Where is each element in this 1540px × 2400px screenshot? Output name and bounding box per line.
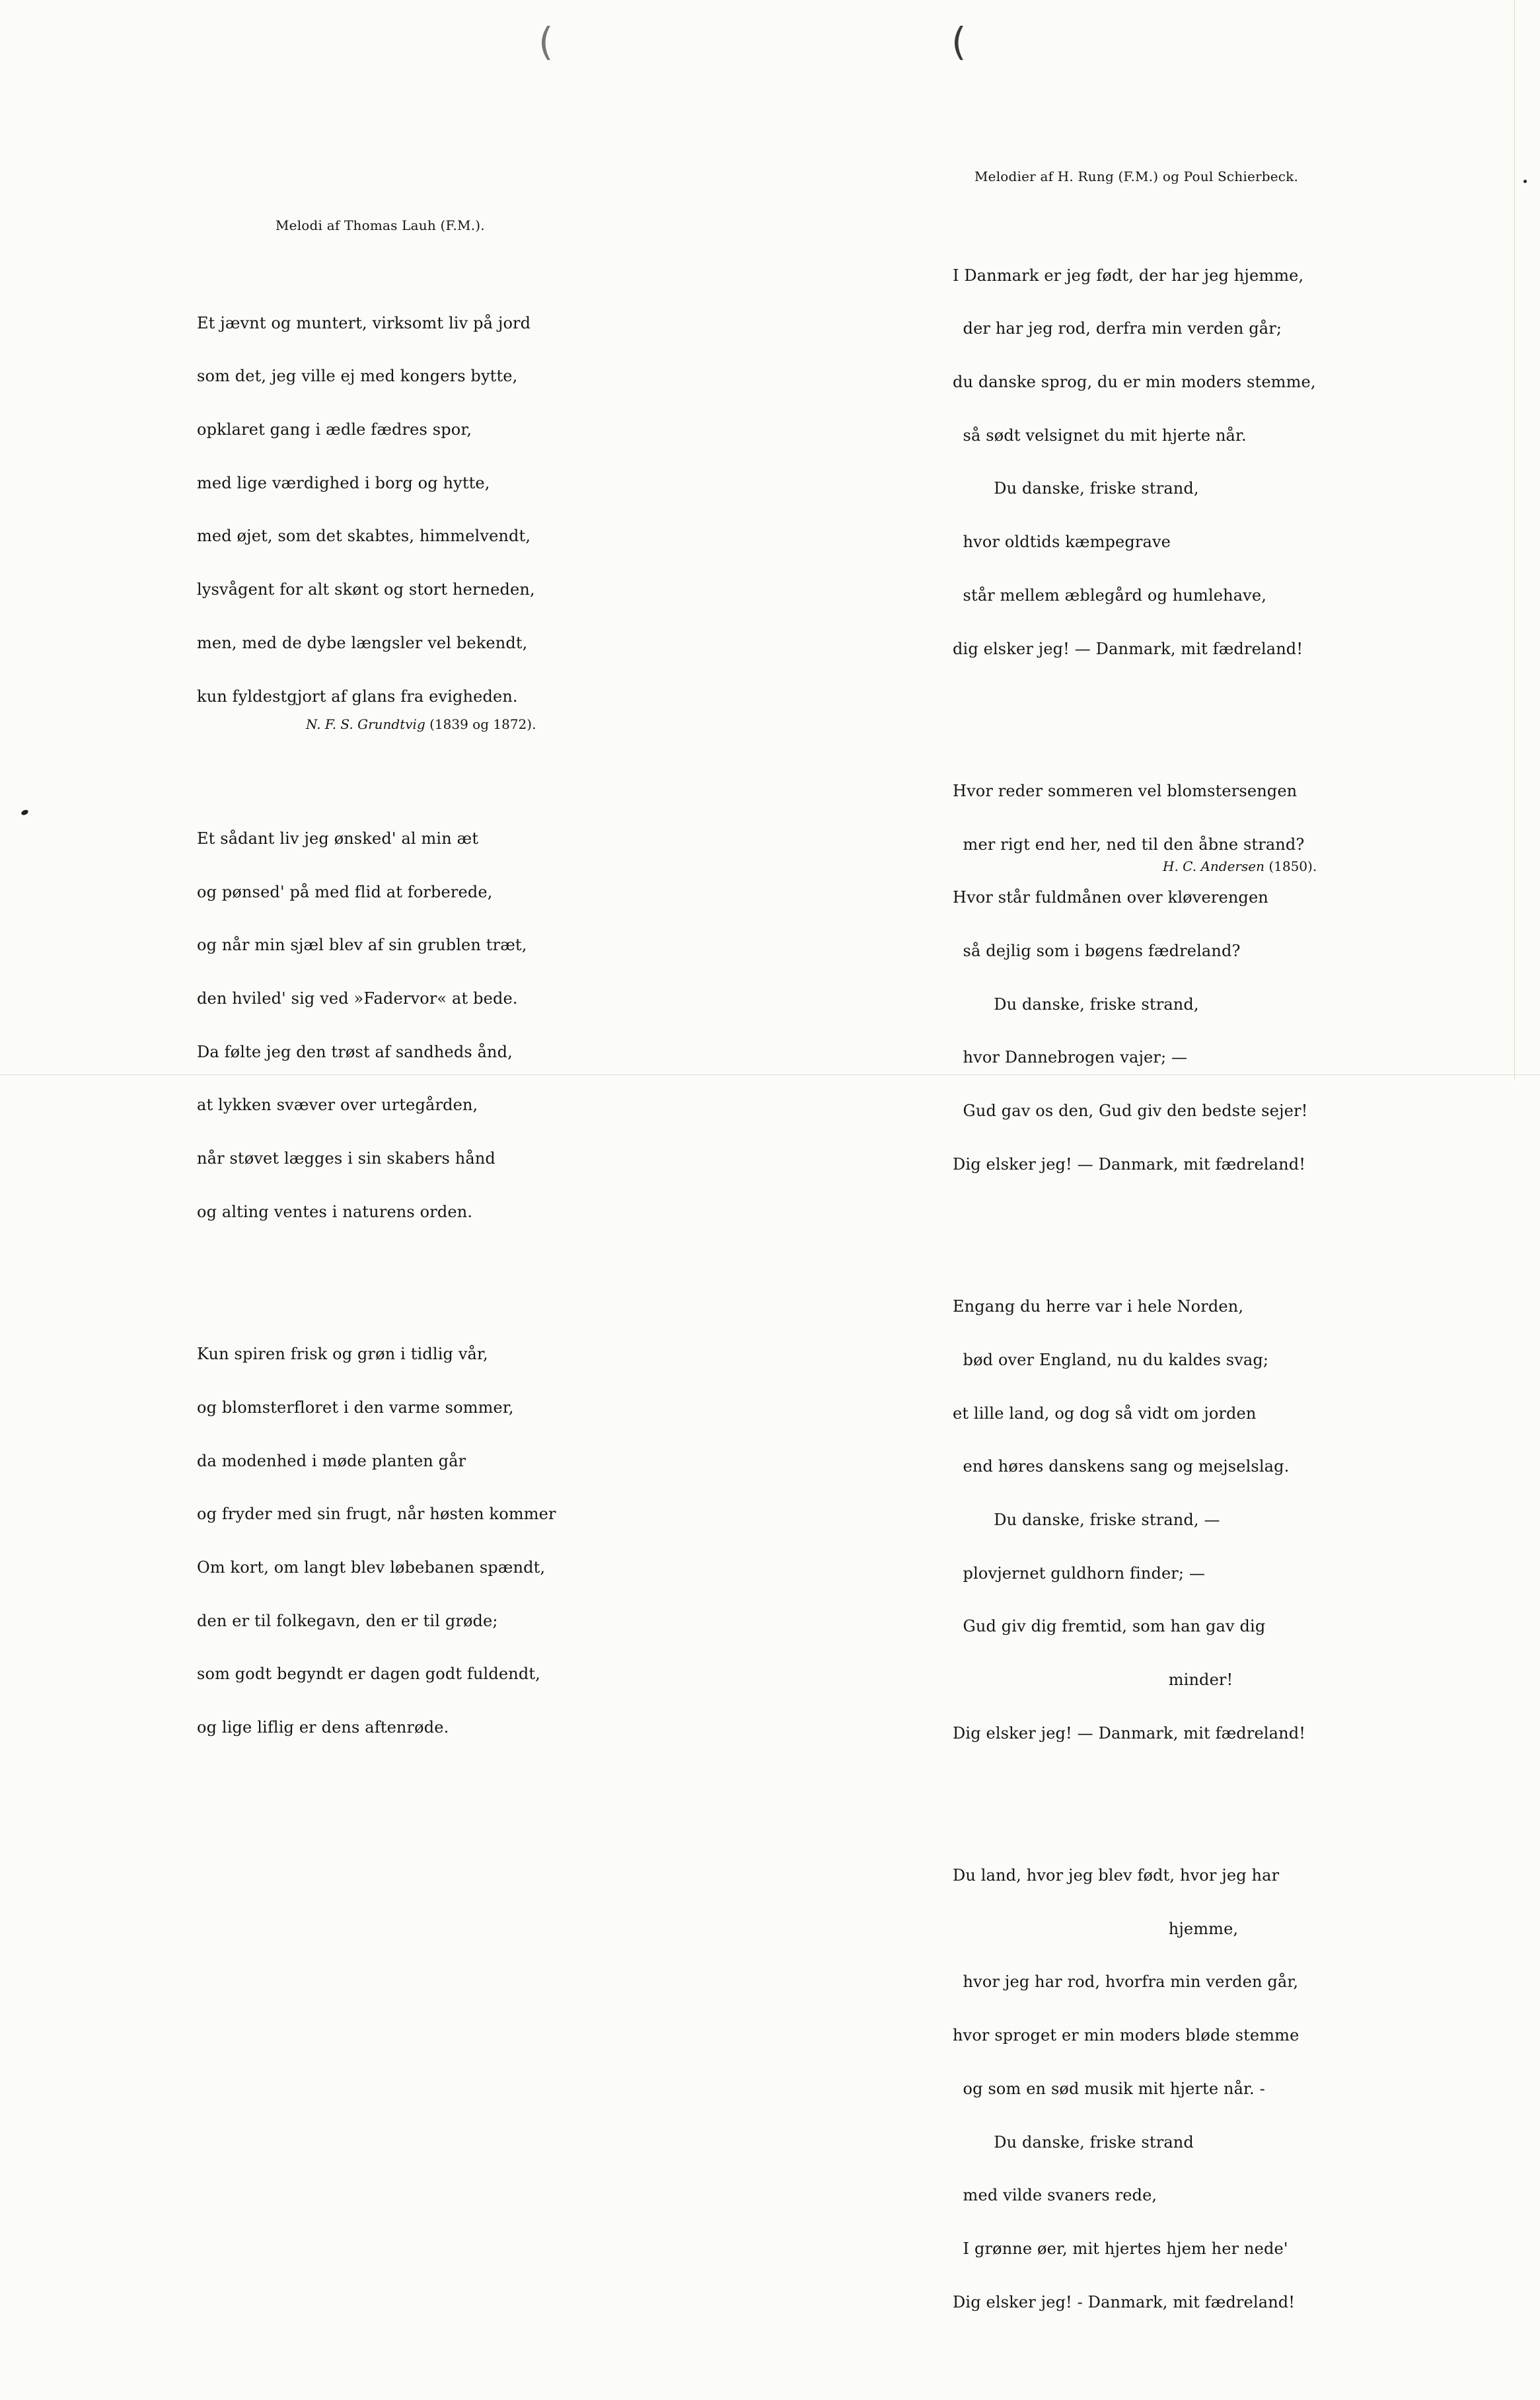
poem-line: hvor jeg har rod, hvorfra min verden går, xyxy=(953,1972,1299,1992)
left-melody-credit: Melodi af Thomas Lauh (F.M.). xyxy=(275,217,485,233)
poem-line: lysvågent for alt skønt og stort herneden, xyxy=(197,580,535,599)
author-years: (1839 og 1872). xyxy=(429,716,536,732)
poem-line: når støvet lægges i sin skabers hånd xyxy=(197,1149,495,1168)
poem-line: Du danske, friske strand, xyxy=(953,479,1199,498)
poem-line: at lykken svæver over urtegården, xyxy=(197,1096,478,1115)
poem-line: med lige værdighed i borg og hytte, xyxy=(197,473,490,492)
stanza xyxy=(953,1262,1316,1778)
poem-line: da modenhed i møde planten går xyxy=(197,1451,466,1470)
poem-line: du danske sprog, du er min moders stemme, xyxy=(953,373,1316,392)
left-page xyxy=(0,0,770,1737)
poem-line: hvor Dannebrogen vajer; — xyxy=(953,1048,1188,1067)
poem-line: Gud giv dig fremtid, som han gav dig xyxy=(953,1617,1266,1636)
poem-line: plovjernet guldhorn finder; — xyxy=(953,1563,1206,1583)
poem-line: hjemme, xyxy=(953,1919,1239,1938)
left-poem xyxy=(197,243,556,1826)
poem-line: Kun spiren frisk og grøn i tidlig vår, xyxy=(197,1345,488,1364)
poem-line: med øjet, som det skabtes, himmelvendt, xyxy=(197,527,531,546)
poem-line: hvor oldtids kæmpegrave xyxy=(953,533,1171,552)
stanza xyxy=(197,1310,556,1772)
poem-line: så dejlig som i bøgens fædreland? xyxy=(953,941,1241,960)
poem-line: og pønsed' på med flid at forberede, xyxy=(197,882,493,901)
poem-line: I Danmark er jeg født, der har jeg hjemme, xyxy=(953,266,1304,285)
poem-line: Dig elsker jeg! — Danmark, mit fædreland! xyxy=(953,1723,1305,1743)
poem-line: og fryder med sin frugt, når høsten kommer xyxy=(197,1505,556,1524)
right-author-credit xyxy=(1163,858,1317,875)
poem-line: Hvor står fuldmånen over kløverengen xyxy=(953,888,1268,907)
poem-line: mer rigt end her, ned til den åbne strand? xyxy=(953,835,1305,854)
poem-line: Du danske, friske strand, — xyxy=(953,1510,1220,1529)
stanza xyxy=(953,231,1316,693)
poem-line: minder! xyxy=(953,1670,1233,1690)
poem-line: Dig elsker jeg! — Danmark, mit fædreland! xyxy=(953,1154,1305,1174)
poem-line: står mellem æblegård og humlehave, xyxy=(953,585,1267,605)
left-author-credit xyxy=(306,716,536,733)
poem-line: med vilde svaners rede, xyxy=(953,2186,1157,2205)
stanza xyxy=(197,794,556,1256)
poem-line: Du danske, friske strand, xyxy=(953,994,1199,1014)
poem-line: Gud gav os den, Gud giv den bedste sejer! xyxy=(953,1102,1308,1121)
ink-speck xyxy=(20,809,29,816)
poem-line: og blomsterfloret i den varme sommer, xyxy=(197,1398,514,1417)
author-name: H. C. Andersen xyxy=(1163,858,1265,874)
poem-line: Et jævnt og muntert, virksomt liv på jord xyxy=(197,313,531,332)
punch-hole-mark: ( xyxy=(538,19,554,64)
poem-line: Du danske, friske strand xyxy=(953,2132,1194,2152)
right-poem xyxy=(953,196,1316,2400)
right-melody-credit: Melodier af H. Rung (F.M.) og Poul Schierbeck. xyxy=(974,169,1299,184)
poem-line: Du land, hvor jeg blev født, hvor jeg har xyxy=(953,1866,1280,1885)
author-years: (1850). xyxy=(1268,858,1317,874)
poem-line: som det, jeg ville ej med kongers bytte, xyxy=(197,367,518,386)
punch-hole-mark: ( xyxy=(951,19,967,64)
poem-line: Da følte jeg den trøst af sandheds ånd, xyxy=(197,1042,513,1061)
poem-line: dig elsker jeg! — Danmark, mit fædreland! xyxy=(953,639,1303,658)
author-name: N. F. S. Grundtvig xyxy=(306,716,425,732)
poem-line: så sødt velsignet du mit hjerte når. xyxy=(953,426,1247,445)
poem-line: bød over England, nu du kaldes svag; xyxy=(953,1350,1269,1369)
poem-line: der har jeg rod, derfra min verden går; xyxy=(953,319,1282,338)
poem-line: Om kort, om langt blev løbebanen spændt, xyxy=(197,1557,546,1577)
poem-line: Et sådant liv jeg ønsked' al min æt xyxy=(197,829,479,848)
poem-line: kun fyldestgjort af glans fra evigheden. xyxy=(197,687,518,706)
poem-line: opklaret gang i ædle fædres spor, xyxy=(197,420,472,439)
stanza xyxy=(953,1831,1316,2346)
poem-line: hvor sproget er min moders bløde stemme xyxy=(953,2026,1300,2045)
poem-line: Engang du herre var i hele Norden, xyxy=(953,1297,1244,1316)
poem-line: og lige liflig er dens aftenrøde. xyxy=(197,1718,449,1737)
poem-line: og alting ventes i naturens orden. xyxy=(197,1202,473,1221)
poem-line: men, med de dybe længsler vel bekendt, xyxy=(197,633,528,652)
poem-line: den hviled' sig ved »Fadervor« at bede. xyxy=(197,989,518,1008)
poem-line: I grønne øer, mit hjertes hjem her nede' xyxy=(953,2239,1288,2258)
poem-line: Hvor reder sommeren vel blomstersengen xyxy=(953,781,1298,800)
stanza xyxy=(197,279,556,741)
stanza xyxy=(953,747,1316,1209)
poem-line: end høres danskens sang og mejselslag. xyxy=(953,1457,1290,1476)
poem-line: et lille land, og dog så vidt om jorden xyxy=(953,1404,1257,1423)
poem-line: og når min sjæl blev af sin grublen træt, xyxy=(197,936,527,955)
poem-line: Dig elsker jeg! - Danmark, mit fædreland! xyxy=(953,2292,1296,2311)
poem-line: og som en sød musik mit hjerte når. - xyxy=(953,2079,1265,2098)
poem-line: som godt begyndt er dagen godt fuldendt, xyxy=(197,1665,540,1684)
poem-line: den er til folkegavn, den er til grøde; xyxy=(197,1611,498,1630)
ink-speck xyxy=(1523,180,1527,183)
